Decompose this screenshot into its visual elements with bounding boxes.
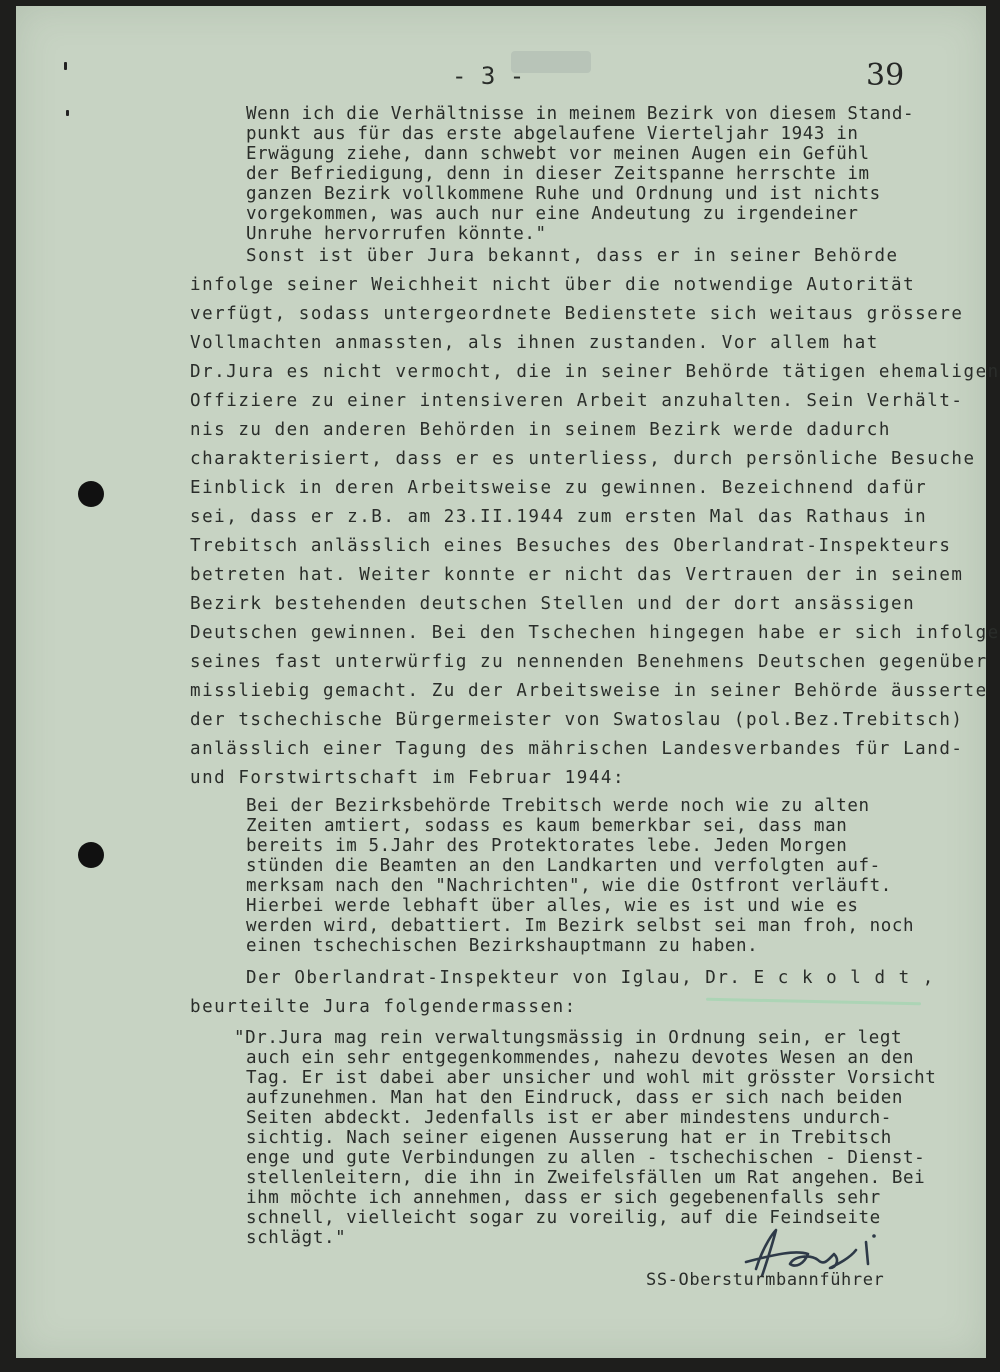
text-line: Wenn ich die Verhältnisse in meinem Bezirk von diesem Stand- bbox=[246, 104, 915, 124]
text-line: Hierbei werde lebhaft über alles, wie es ist und wie es bbox=[246, 896, 859, 916]
text-line: auch ein sehr entgegenkommendes, nahezu devotes Wesen an den bbox=[246, 1048, 915, 1068]
text-line: schnell, vielleicht sogar zu voreilig, auf die Feindseite bbox=[246, 1208, 881, 1228]
margin-mark bbox=[66, 110, 69, 116]
text-line: enge und gute Verbindungen zu allen - tschechischen - Dienst- bbox=[246, 1148, 926, 1168]
text-line: sei, dass er z.B. am 23.II.1944 zum ersten Mal das Rathaus in bbox=[190, 507, 928, 527]
text-line: punkt aus für das erste abgelaufene Vierteljahr 1943 in bbox=[246, 124, 859, 144]
text-line: stünden die Beamten an den Landkarten und verfolgten auf- bbox=[246, 856, 881, 876]
text-line: infolge seiner Weichheit nicht über die notwendige Autorität bbox=[190, 275, 916, 295]
text-line: der tschechische Bürgermeister von Swatoslau (pol.Bez.Trebitsch) bbox=[190, 710, 964, 730]
text-line: ihm möchte ich annehmen, dass er sich gegebenenfalls sehr bbox=[246, 1188, 881, 1208]
text-line: Zeiten amtiert, sodass es kaum bemerkbar sei, dass man bbox=[246, 816, 848, 836]
text-line: anlässlich einer Tagung des mährischen Landesverbandes für Land- bbox=[190, 739, 964, 759]
text-line: charakterisiert, dass er es unterliess, durch persönliche Besuche bbox=[190, 449, 976, 469]
punch-hole-top bbox=[78, 481, 104, 507]
text-line: und Forstwirtschaft im Februar 1944: bbox=[190, 768, 626, 788]
text-line: nis zu den anderen Behörden in seinem Bezirk werde dadurch bbox=[190, 420, 891, 440]
text-line: Trebitsch anlässlich eines Besuches des Oberlandrat-Inspekteurs bbox=[190, 536, 952, 556]
text-line: missliebig gemacht. Zu der Arbeitsweise in seiner Behörde äusserte bbox=[190, 681, 988, 701]
text-line: stellenleitern, die ihn in Zweifelsfällen um Rat angehen. Bei bbox=[246, 1168, 926, 1188]
text-line: sichtig. Nach seiner eigenen Ausserung hat er in Trebitsch bbox=[246, 1128, 892, 1148]
text-line: Deutschen gewinnen. Bei den Tschechen hingegen habe er sich infolge bbox=[190, 623, 1000, 643]
text-line: bereits im 5.Jahr des Protektorates lebe. Jeden Morgen bbox=[246, 836, 848, 856]
text-line: Bei der Bezirksbehörde Trebitsch werde noch wie zu alten bbox=[246, 796, 870, 816]
text-line: Tag. Er ist dabei aber unsicher und wohl mit grösster Vorsicht bbox=[246, 1068, 937, 1088]
text-line: Seiten abdeckt. Jedenfalls ist er aber mindestens undurch- bbox=[246, 1108, 892, 1128]
green-pencil-underline bbox=[706, 998, 921, 1006]
text-line: Einblick in deren Arbeitsweise zu gewinnen. Bezeichnend dafür bbox=[190, 478, 928, 498]
margin-mark bbox=[64, 62, 67, 70]
text-line: merksam nach den "Nachrichten", wie die Ostfront verläuft. bbox=[246, 876, 892, 896]
page-marker: - 3 - bbox=[452, 62, 525, 90]
text-line: seines fast unterwürfig zu nennenden Benehmens Deutschen gegenüber bbox=[190, 652, 988, 672]
text-line: Sonst ist über Jura bekannt, dass er in seiner Behörde bbox=[246, 246, 899, 266]
text-line: einen tschechischen Bezirkshauptmann zu haben. bbox=[246, 936, 759, 956]
text-line: Erwägung ziehe, dann schwebt vor meinen Augen ein Gefühl bbox=[246, 144, 870, 164]
text-line: verfügt, sodass untergeordnete Bedienstete sich weitaus grössere bbox=[190, 304, 964, 324]
text-line: beurteilte Jura folgendermassen: bbox=[190, 997, 577, 1017]
text-line: schlägt." bbox=[246, 1228, 347, 1248]
punch-hole-bottom bbox=[78, 842, 104, 868]
text-line: Bezirk bestehenden deutschen Stellen und der dort ansässigen bbox=[190, 594, 916, 614]
text-line: "Dr.Jura mag rein verwaltungsmässig in Ordnung sein, er legt bbox=[234, 1028, 903, 1048]
text-line: werden wird, debattiert. Im Bezirk selbst sei man froh, noch bbox=[246, 916, 915, 936]
text-line: Unruhe hervorrufen könnte." bbox=[246, 224, 547, 244]
text-line: Dr.Jura es nicht vermocht, die in seiner Behörde tätigen ehemaligen bbox=[190, 362, 1000, 382]
folio-number: 39 bbox=[866, 58, 905, 93]
text-line: ganzen Bezirk vollkommene Ruhe und Ordnung und ist nichts bbox=[246, 184, 881, 204]
text-line: vorgekommen, was auch nur eine Andeutung zu irgendeiner bbox=[246, 204, 859, 224]
text-line: Offiziere zu einer intensiveren Arbeit anzuhalten. Sein Verhält- bbox=[190, 391, 964, 411]
text-line: aufzunehmen. Man hat den Eindruck, dass er sich nach beiden bbox=[246, 1088, 904, 1108]
signature-rank: SS-Obersturmbannführer bbox=[646, 1270, 885, 1290]
text-line: der Befriedigung, denn in dieser Zeitspanne herrschte im bbox=[246, 164, 870, 184]
text-line: betreten hat. Weiter konnte er nicht das Vertrauen der in seinem bbox=[190, 565, 964, 585]
text-line: Vollmachten anmassten, als ihnen zustanden. Vor allem hat bbox=[190, 333, 879, 353]
document-page bbox=[16, 6, 1000, 1358]
text-line: Der Oberlandrat-Inspekteur von Iglau, Dr. E c k o l d t , bbox=[246, 968, 935, 988]
